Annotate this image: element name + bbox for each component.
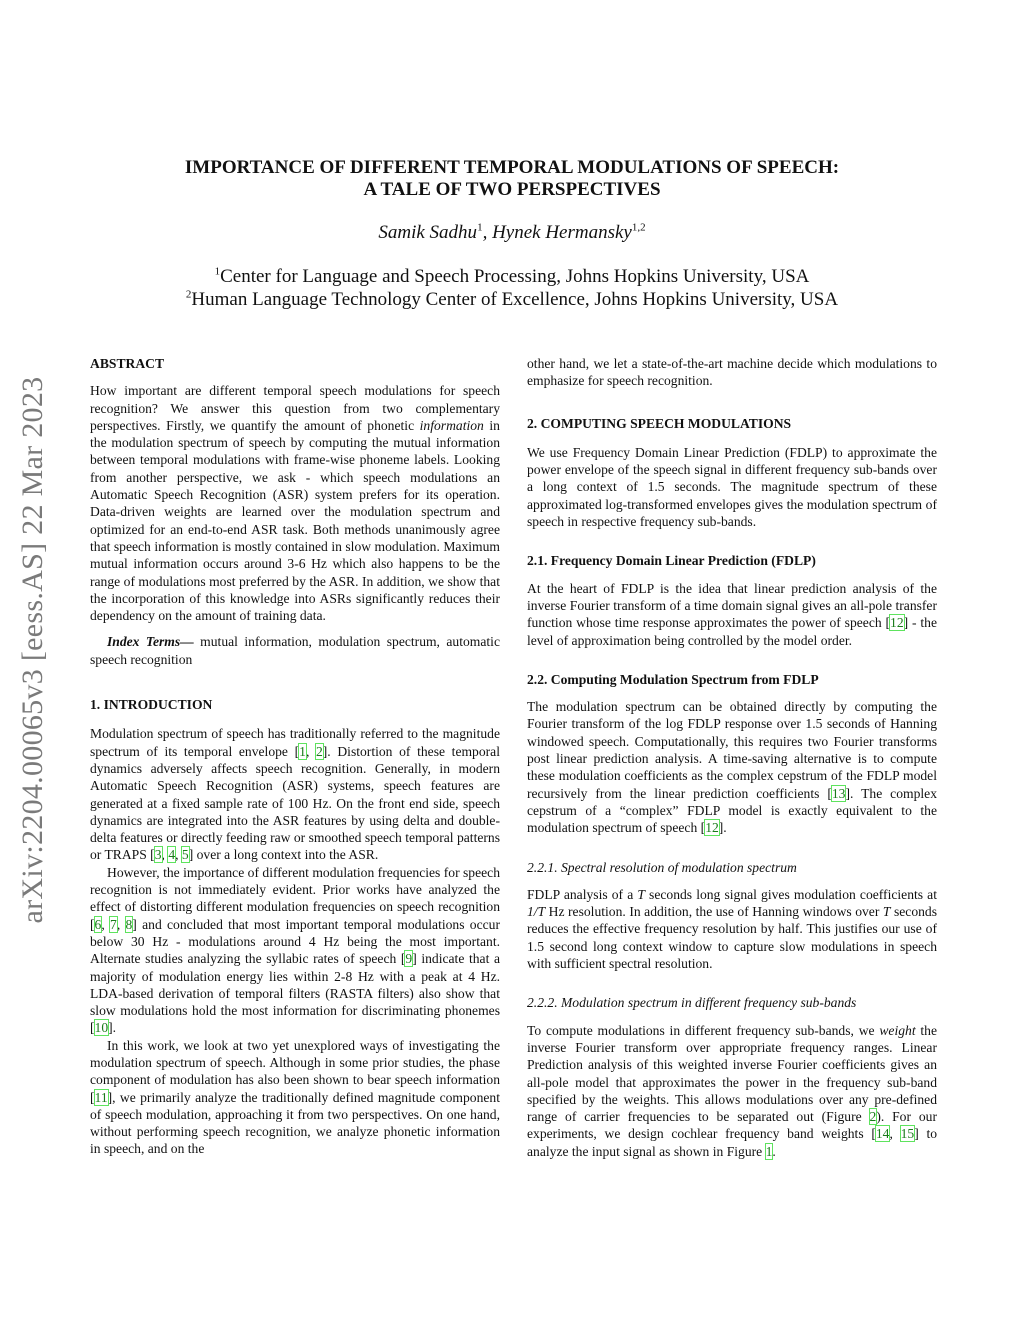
- section-2-2-paragraph: The modulation spectrum can be obtained directly by computing the Fourier transform of the log FDLP response over 1.5 seconds of Hanning windowed speech. Computationally, this requires two Fourier transforms post linear prediction analysis. A time-saving alternative is to compute these modulation coefficients as the complex cepstrum of the FDLP model recursively from the linear prediction coefficients [13]. The complex cepstrum of a “complex” FDLP model is exactly equivalent to the modulation spectrum of speech [12].: [527, 699, 937, 836]
- title-line-2: A TALE OF TWO PERSPECTIVES: [363, 179, 661, 200]
- section-2-paragraph: We use Frequency Domain Linear Prediction (FDLP) to approximate the power envelope of the speech signal in different frequency sub-bands over a long context of 1.5 seconds. The magnitude spectrum of these approximated log-transformed envelopes gives the modulation spectrum of speech in respective frequency sub-bands.: [527, 444, 937, 530]
- author-2-affil: 1,2: [631, 221, 646, 234]
- citation-link[interactable]: 10: [94, 1020, 109, 1036]
- affiliation-1-text: Center for Language and Speech Processing, Johns Hopkins University, USA: [220, 266, 810, 287]
- intro-paragraph-3: In this work, we look at two yet unexplored ways of investigating the modulation spectrum of speech. Although in some prior studies, the phase component of modulation has also been shown to bear speech information [11], we primarily analyze the traditionally defined magnitude component of speech modulation, approaching it from two perspectives. On one hand, without performing speech recognition, we analyze phonetic information in speech, and on the: [90, 1037, 500, 1157]
- citation-link[interactable]: 7: [110, 916, 117, 932]
- section-2-1-heading: 2.1. Frequency Domain Linear Prediction (FDLP): [527, 553, 816, 569]
- citation-link[interactable]: 12: [890, 615, 904, 631]
- author-1: Samik Sadhu: [378, 222, 478, 243]
- affiliation-2-text: Human Language Technology Center of Excellence, Johns Hopkins University, USA: [191, 289, 839, 310]
- paper-title: [100, 157, 924, 201]
- section-2-1-paragraph: At the heart of FDLP is the idea that linear prediction analysis of the inverse Fourier transform of a time domain signal gives an all-pole transfer function whose time response approximates the power of speech [12] - the level of approximation being controlled by the model order.: [527, 580, 937, 648]
- citation-link[interactable]: 12: [705, 820, 719, 836]
- affiliations: [100, 265, 924, 311]
- author-2: Hynek Hermansky: [492, 222, 632, 243]
- section-2-2-2-paragraph: To compute modulations in different frequency sub-bands, we weight the inverse Fourier transform over appropriate frequency ranges. Linear Prediction analysis of this weighted inverse Fourier coefficients gives an all-pole model that approximates the power in the frequency sub-band specified by the weights. This allows modulations over any pre-defined range of carrier frequencies to be separated out (Figure 2). For our experiments, we design cochlear frequency band weights [14, 15] to analyze the input signal as shown in Figure 1.: [527, 1022, 938, 1159]
- right-column: [527, 355, 937, 1160]
- abstract-text: How important are different temporal speech modulations for speech recognition? We answer this question from two complementary perspectives. Firstly, we quantify the amount of phonetic information in the modulation spectrum of speech by computing the mutual information between temporal modulations with frame-wise phoneme labels. Looking from another perspective, we ask - which speech modulations an Automatic Speech Recognition (ASR) system prefers for its operation. Data-driven weights are learned over the modulation spectrum and optimized for an end-to-end ASR task. Both methods unanimously agree that speech information is mostly contained in slow modulation. Maximum mutual information occurs around 3-6 Hz which also happens to be the range of modulations most preferred by the ASR. In addition, we show that the incorporation of this knowledge into ASRs significantly reduces their dependency on the amount of training data.: [90, 383, 500, 624]
- citation-link[interactable]: 8: [125, 916, 133, 932]
- affiliation-2: [100, 288, 924, 311]
- citation-link[interactable]: 1: [299, 743, 306, 759]
- section-2-heading: 2. COMPUTING SPEECH MODULATIONS: [527, 415, 792, 431]
- title-line-1: IMPORTANCE OF DIFFERENT TEMPORAL MODULATIONS OF SPEECH:: [184, 157, 840, 178]
- citation-link[interactable]: 2: [315, 743, 323, 759]
- citation-link[interactable]: 15: [900, 1126, 915, 1142]
- citation-link[interactable]: 3: [154, 847, 162, 863]
- citation-link[interactable]: 11: [94, 1089, 108, 1105]
- arxiv-sidebar-stamp: [10, 340, 56, 960]
- citation-link[interactable]: 4: [168, 847, 176, 863]
- left-column: [90, 355, 500, 1158]
- affiliation-1: [100, 265, 924, 288]
- intro-paragraph-2: However, the importance of different modulation frequencies for speech recognition is not immediately evident. Prior works have analyzed the effect of distorting different modulation frequencies on speech recognition [6, 7, 8] and concluded that most important temporal modulations occur below 30 Hz - modulations around 4 Hz being the most important. Alternate studies analyzing the syllabic rates of speech [9] indicate that a majority of modulation energy lies within 2-8 Hz with a peak at 4 Hz. LDA-based derivation of temporal filters (RASTA filters) also show that slow modulations hold the most information for discriminating phonemes [10].: [90, 864, 500, 1036]
- citation-link[interactable]: 5: [181, 847, 189, 863]
- intro-paragraph-1: Modulation spectrum of speech has traditionally referred to the magnitude spectrum of its temporal envelope [1, 2]. Distortion of these temporal dynamics adversely affects speech recognition. Generally, in modern Automatic Speech Recognition (ASR) systems, speech features are generated at a fixed sample rate of 100 Hz. On the front end side, speech dynamics are integrated into the ASR features by using delta and double-delta features or directly feeding raw or smoothed speech temporal patterns or TRAPS [3, 4, 5] over a long context into the ASR.: [90, 726, 500, 863]
- section-1-heading: 1. INTRODUCTION: [90, 697, 213, 713]
- figure-link[interactable]: 2: [869, 1109, 877, 1125]
- section-2-2-1-heading: 2.2.1. Spectral resolution of modulation spectrum: [527, 859, 797, 875]
- author-1-affil: 1: [477, 221, 483, 234]
- citation-link[interactable]: 6: [94, 916, 102, 932]
- figure-link[interactable]: 1: [765, 1143, 773, 1159]
- authors: Samik Sadhu$^1$, Hynek Hermansky$^{1,2}$: [378, 221, 646, 243]
- section-2-2-2-heading: 2.2.2. Modulation spectrum in different frequency sub-bands: [527, 995, 857, 1011]
- index-terms-label: Index Terms—: [107, 634, 194, 650]
- index-terms: Index Terms— mutual information, modulation spectrum, automatic speech recognition: [90, 634, 500, 667]
- abstract-heading: ABSTRACT: [90, 356, 165, 371]
- arxiv-id: arXiv:2204.00065v3 [eess.AS] 22 Mar 2023: [16, 376, 49, 924]
- section-2-2-heading: 2.2. Computing Modulation Spectrum from FDLP: [527, 671, 819, 687]
- section-2-2-1-paragraph: FDLP analysis of a T seconds long signal gives modulation coefficients at 1/T Hz resolution. In addition, the use of Hanning windows over T seconds reduces the effective frequency resolution by half. This justifies our use of 1.5 second long context window to capture slow modulations in speech with sufficient spectral resolution.: [527, 886, 937, 972]
- intro-continuation: other hand, we let a state-of-the-art machine decide which modulations to emphasize for speech recognition.: [527, 356, 937, 389]
- citation-link[interactable]: 13: [831, 785, 846, 801]
- citation-link[interactable]: 14: [875, 1126, 890, 1142]
- affiliation-1-mark: 1: [214, 265, 221, 278]
- citation-link[interactable]: 9: [405, 951, 413, 967]
- affiliation-2-mark: 2: [185, 288, 192, 301]
